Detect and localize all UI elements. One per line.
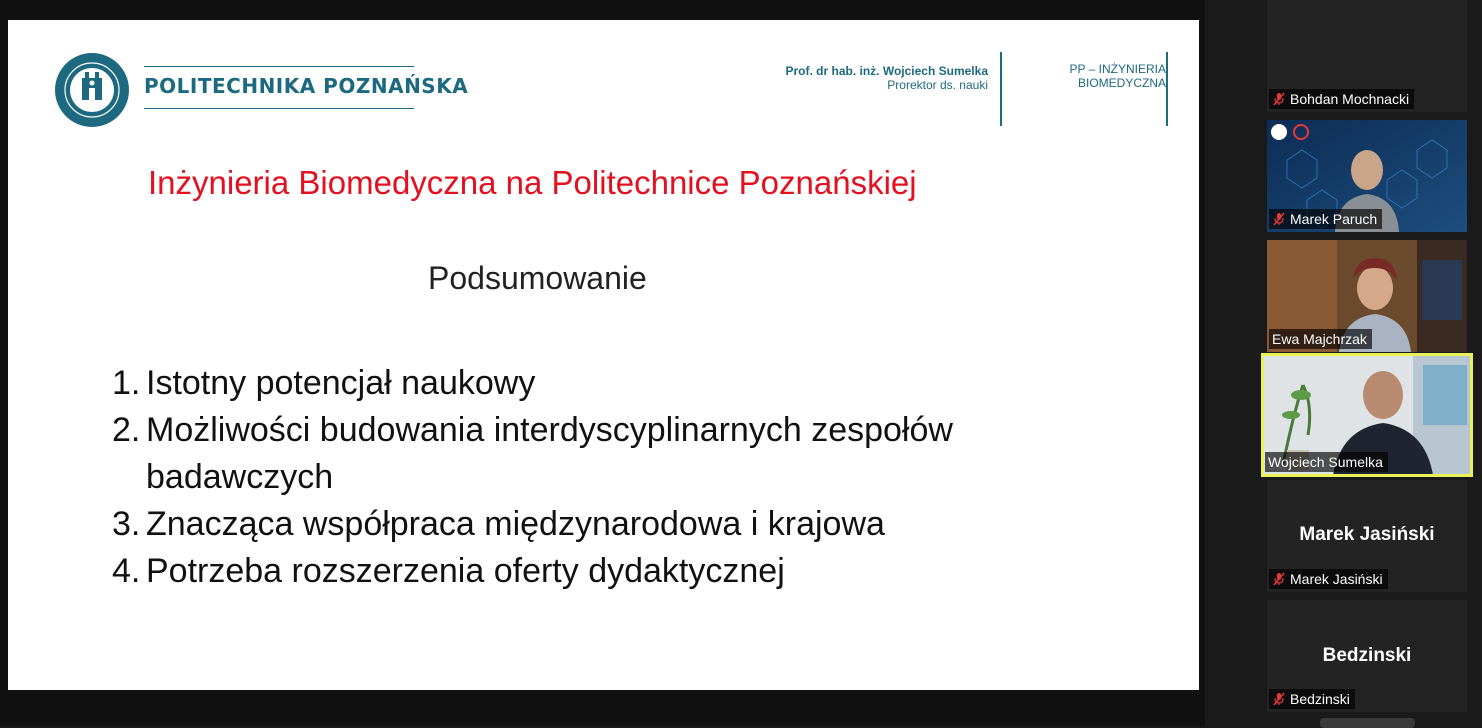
participant-display-name: Marek Jasiński [1299,524,1435,545]
university-name-bottom-rule [144,108,414,109]
presenter-header [786,64,989,92]
department-line-1: PP – INŻYNIERIA [1069,62,1166,76]
participant-name-tag [1269,89,1414,109]
participant-name: Marek Jasiński [1290,571,1383,587]
participant-tile[interactable] [1267,480,1467,592]
presenter-name: Prof. dr hab. inż. Wojciech Sumelka [785,64,988,78]
participant-name-tag [1269,209,1382,229]
slide-title: Inżynieria Biomedyczna na Politechnice Poznańskiej [148,164,917,201]
mic-muted-icon [1272,212,1286,226]
list-item [112,360,1066,407]
participant-tile-active-speaker[interactable] [1263,355,1471,475]
university-seal-logo [54,52,130,128]
participant-tile[interactable] [1267,600,1467,712]
list-item-number: 3. [112,505,141,543]
list-item [112,501,1066,548]
list-item-text: Potrzeba rozszerzenia oferty dydaktycznej [146,552,785,590]
university-name: POLITECHNIKA POZNAŃSKA [144,74,469,98]
mic-muted-icon [1272,572,1286,586]
summary-list [112,360,1066,595]
participant-name-tag [1265,452,1388,472]
list-item-text: Znacząca współpraca międzynarodowa i krajowa [146,505,885,543]
list-item-text: Istotny potencjał naukowy [146,364,536,402]
mic-muted-icon [1272,92,1286,106]
slide-subtitle: Podsumowanie [428,260,647,296]
participant-tile[interactable] [1267,0,1467,112]
participant-name: Wojciech Sumelka [1268,454,1383,470]
header-divider-right [1166,52,1168,126]
department-line-2: BIOMEDYCZNA [1077,76,1166,90]
list-item [112,407,1066,501]
list-item-number: 1. [112,364,141,402]
participant-name-tag [1269,569,1388,589]
department-label [1010,62,1166,90]
presenter-role: Prorektor ds. nauki [887,78,988,92]
participant-name: Marek Paruch [1290,211,1378,227]
participant-name-tag [1269,689,1355,709]
list-item-number: 4. [112,552,141,590]
list-item-text: Możliwości budowania interdyscyplinarnych zespołów badawczych [146,411,953,496]
participant-name: Bedzinski [1290,691,1350,707]
header-divider-left [1000,52,1002,126]
gallery-scroll-button[interactable] [1320,718,1415,728]
participant-name: Bohdan Mochnacki [1290,91,1410,107]
participant-tile[interactable] [1267,240,1467,352]
participant-display-name: Bedzinski [1322,645,1412,666]
presentation-slide [8,20,1199,690]
participant-name-tag [1269,329,1372,349]
participant-name: Ewa Majchrzak [1272,331,1367,347]
list-item [112,548,1066,595]
university-name-top-rule [144,66,414,67]
participant-tile[interactable] [1267,120,1467,232]
list-item-number: 2. [112,411,141,449]
mic-muted-icon [1272,692,1286,706]
